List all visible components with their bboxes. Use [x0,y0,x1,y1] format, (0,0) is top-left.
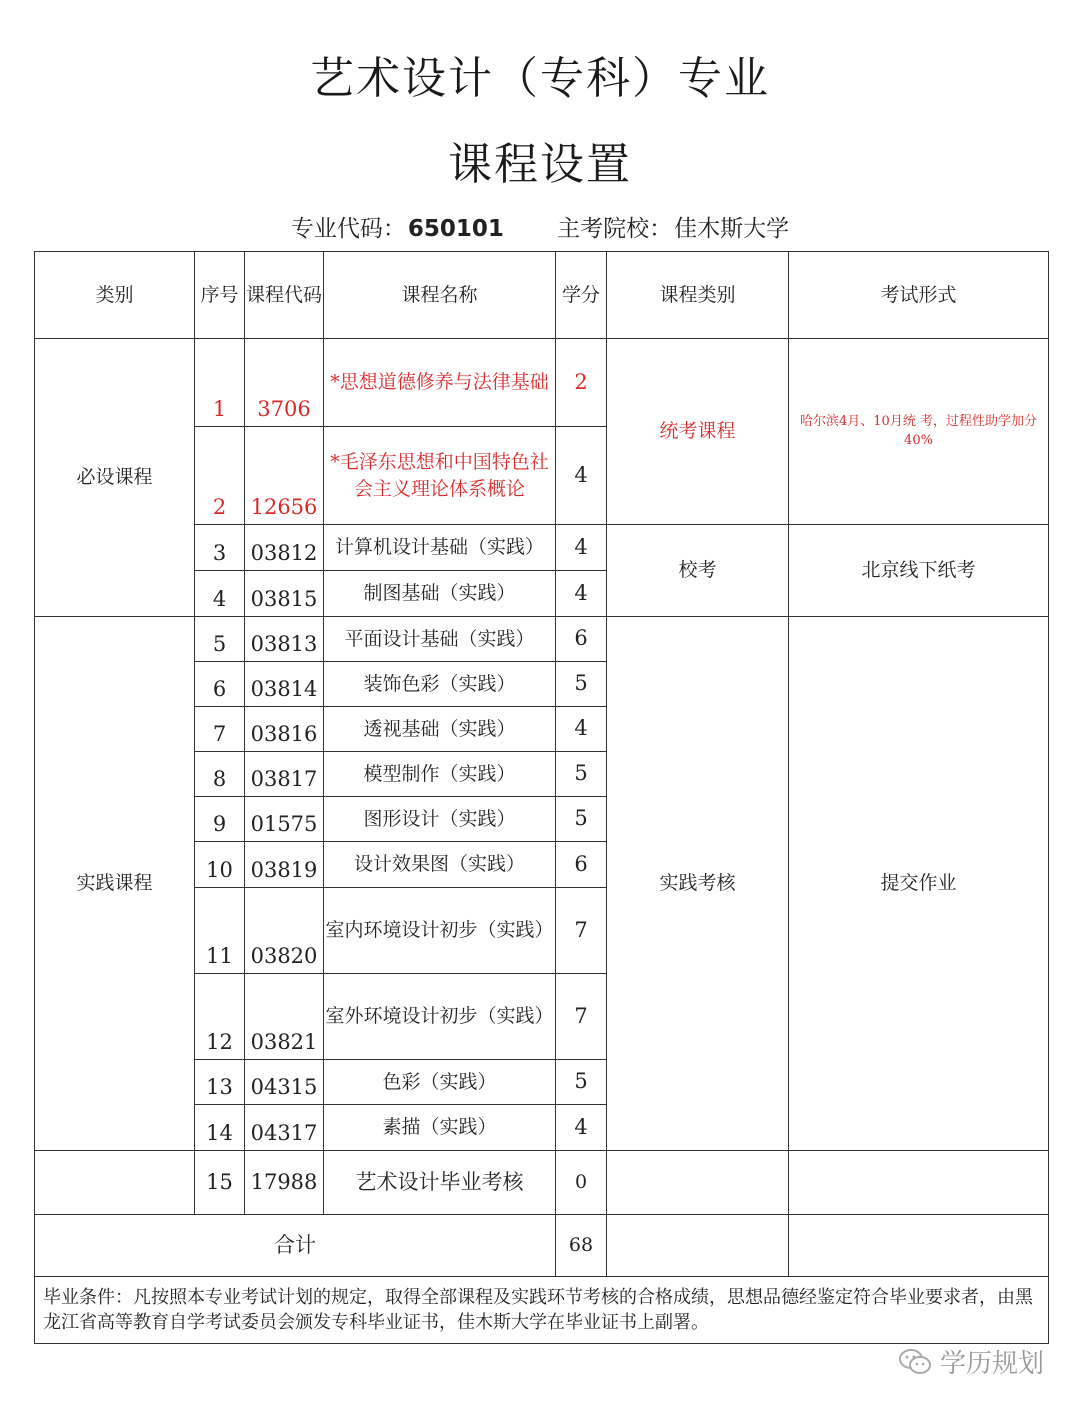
row-code: 03814 [245,662,324,707]
row-code: 03820 [245,888,324,974]
row-credit: 7 [556,974,607,1060]
row-code: 04317 [245,1105,324,1151]
header-type: 课程类别 [607,252,789,339]
row-credit: 4 [556,427,607,525]
header-exam: 考试形式 [789,252,1049,339]
row-credit: 4 [556,525,607,571]
total-label: 合计 [35,1215,556,1277]
row-name: 计算机设计基础（实践） [324,525,556,571]
row-code: 3706 [245,339,324,427]
total-value: 68 [556,1215,607,1277]
row-name: *毛泽东思想和中国特色社会主义理论体系概论 [324,427,556,525]
empty-category [35,1151,195,1215]
row-code: 03821 [245,974,324,1060]
row-seq: 2 [195,427,245,525]
row-seq: 7 [195,707,245,752]
row-credit: 2 [556,339,607,427]
row-code: 12656 [245,427,324,525]
row-name: 图形设计（实践） [324,797,556,842]
row-code: 01575 [245,797,324,842]
row-credit: 4 [556,1105,607,1151]
row-seq: 10 [195,842,245,888]
school-label: 主考院校： [557,216,673,242]
row-credit: 4 [556,707,607,752]
row-code: 03815 [245,571,324,617]
row-name: *思想道德修养与法律基础 [324,339,556,427]
row-credit: 6 [556,617,607,662]
row-code: 03819 [245,842,324,888]
row-seq: 11 [195,888,245,974]
row-name: 平面设计基础（实践） [324,617,556,662]
exam-practice: 提交作业 [789,617,1049,1151]
page-title: 艺术设计（专科）专业 [310,53,770,104]
row-seq: 8 [195,752,245,797]
row-seq: 15 [195,1151,245,1215]
row-seq: 1 [195,339,245,427]
row-seq: 9 [195,797,245,842]
row-name: 艺术设计毕业考核 [324,1151,556,1215]
row-credit: 5 [556,797,607,842]
row-code: 03816 [245,707,324,752]
table-row [35,617,1049,662]
row-seq: 12 [195,974,245,1060]
header-code: 课程代码 [245,252,324,339]
program-meta [0,210,1080,243]
row-seq: 14 [195,1105,245,1151]
row-credit: 4 [556,571,607,617]
row-name: 室内环境设计初步（实践） [324,888,556,974]
empty-type [607,1215,789,1277]
type-school: 校考 [607,525,789,617]
row-seq: 3 [195,525,245,571]
row-credit: 5 [556,662,607,707]
row-seq: 13 [195,1060,245,1105]
graduation-note: 毕业条件：凡按照本专业考试计划的规定，取得全部课程及实践环节考核的合格成绩，思想品德经鉴定符合毕业要求者，由黑龙江省高等教育自学考试委员会颁发专科毕业证书，佳木斯大学在毕业证书上副署。 [35,1277,1049,1344]
row-name: 色彩（实践） [324,1060,556,1105]
header-credit: 学分 [556,252,607,339]
exam-school: 北京线下纸考 [789,525,1049,617]
row-code: 03813 [245,617,324,662]
watermark-text: 学历规划 [939,1349,1044,1379]
row-code: 03817 [245,752,324,797]
footnote-row [35,1277,1049,1344]
row-code: 04315 [245,1060,324,1105]
empty-type [607,1151,789,1215]
group-required: 必设课程 [35,339,195,617]
row-seq: 6 [195,662,245,707]
row-credit: 6 [556,842,607,888]
header-name: 课程名称 [324,252,556,339]
row-code: 17988 [245,1151,324,1215]
code-label: 专业代码： [290,216,406,242]
exam-unified: 哈尔滨4月、10月统 考，过程性助学加分40% [789,339,1049,525]
school-value: 佳木斯大学 [674,216,790,242]
course-table [34,251,1049,1344]
row-seq: 5 [195,617,245,662]
row-credit: 5 [556,1060,607,1105]
table-row [35,339,1049,427]
row-name: 装饰色彩（实践） [324,662,556,707]
table-row [35,1151,1049,1215]
type-unified: 统考课程 [607,339,789,525]
row-credit: 0 [556,1151,607,1215]
table-header-row [35,252,1049,339]
watermark [898,1343,1044,1380]
header-category: 类别 [35,252,195,339]
row-code: 03812 [245,525,324,571]
wechat-icon [898,1348,932,1376]
row-name: 制图基础（实践） [324,571,556,617]
row-name: 模型制作（实践） [324,752,556,797]
empty-exam [789,1151,1049,1215]
row-name: 素描（实践） [324,1105,556,1151]
row-credit: 5 [556,752,607,797]
type-practice: 实践考核 [607,617,789,1151]
row-name: 设计效果图（实践） [324,842,556,888]
total-row [35,1215,1049,1277]
row-seq: 4 [195,571,245,617]
page-subtitle: 课程设置 [448,139,632,190]
empty-exam [789,1215,1049,1277]
group-practice: 实践课程 [35,617,195,1151]
row-credit: 7 [556,888,607,974]
header-seq: 序号 [195,252,245,339]
code-value: 650101 [407,216,504,242]
row-name: 室外环境设计初步（实践） [324,974,556,1060]
row-name: 透视基础（实践） [324,707,556,752]
